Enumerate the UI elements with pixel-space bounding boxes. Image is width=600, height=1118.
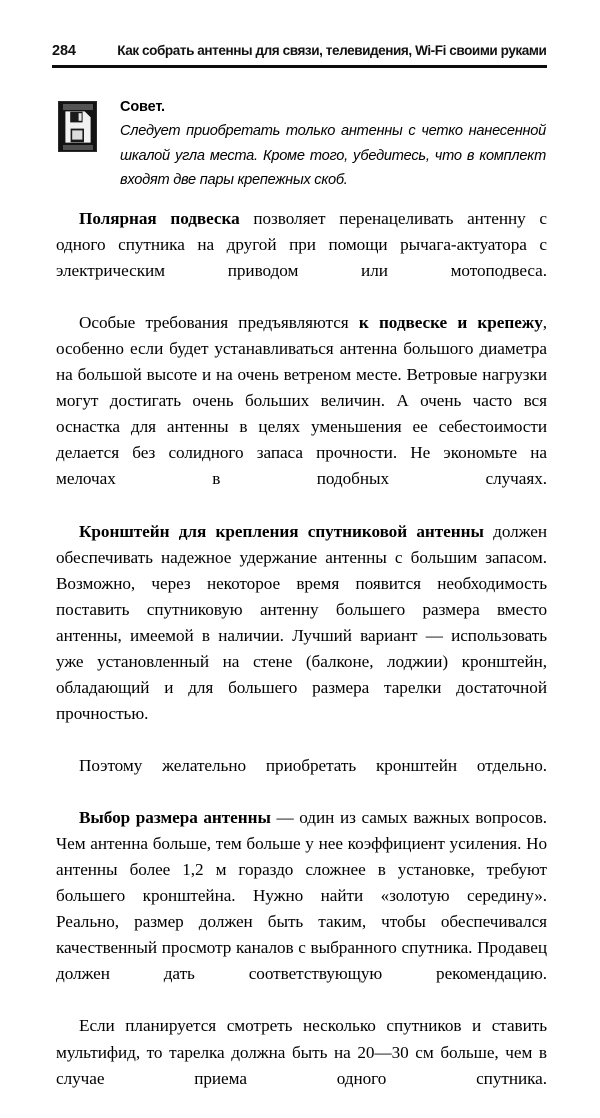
floppy-disk-icon	[58, 101, 97, 152]
tip-title: Совет.	[120, 99, 165, 115]
paragraph-text-pre: Особые требования предъявляются	[79, 313, 359, 333]
paragraph-mount-requirements	[56, 310, 547, 518]
header-divider	[52, 65, 547, 68]
body-text-column	[56, 206, 547, 1118]
running-title: Как собрать антенны для связи, телевидения, Wi-Fi своими руками	[116, 43, 546, 59]
page-header	[52, 42, 546, 66]
tip-body	[120, 98, 546, 193]
paragraph-lead-in: Выбор размера антенны	[79, 808, 271, 828]
paragraph-text: , особенно если будет устанавливаться антенна большого диаметра на большой высоте и на очень ветреном месте. Ветровые нагрузки могут достигать очень больших величин. А очень часто вся оснастка для антенны в целях уменьшения ее себестоимости делается без солидного запаса прочности. Не экономьте на мелочах в подобных случаях.	[56, 313, 547, 489]
paragraph-text: Если планируется смотреть несколько спутников и ставить мультифид, то тарелка должна быть на 20—30 см больше, чем в случае приема одного спутника.	[56, 1016, 547, 1088]
paragraph-bracket	[56, 519, 547, 753]
tip-text: Следует приобретать только антенны с четко нанесенной шкалой угла места. Кроме того, убедитесь, что в комплект входят две пары крепежных скоб.	[120, 123, 546, 189]
icon-bottom-band	[63, 145, 93, 150]
floppy-disk-glyph	[65, 111, 91, 143]
paragraph-lead-in: к подвеске и крепежу	[358, 313, 543, 333]
paragraph-lead-in: Полярная подвеска	[79, 209, 240, 228]
paragraph-multifeed	[56, 1013, 547, 1117]
paragraph-text: должен обеспечивать надежное удержание антенны с большим запасом. Возможно, через некоторое время появится необходимость поставить спутниковую антенну большего размера вместо антенны, имеемой в наличии. Лучший вариант — использовать уже установленный на стене (балконе, лоджии) кронштейн, обладающий и для большего размера тарелки достаточной прочностью.	[56, 521, 547, 723]
paragraph-antenna-size	[56, 805, 547, 1013]
paragraph-polar-mount	[56, 206, 547, 310]
tip-callout	[56, 98, 546, 193]
page-number: 284	[52, 43, 76, 59]
paragraph-text: — один из самых важных вопросов. Чем антенна больше, тем больше у нее коэффициент усиления. Но антенны более 1,2 м гораздо сложнее в установке, требуют большего кронштейна. Нужно найти «золотую середину». Реально, размер должен быть таким, чтобы обеспечивался качественный просмотр каналов с выбранного спутника. Продавец должен дать соответствующую рекомендацию.	[56, 808, 548, 984]
icon-top-band	[63, 104, 93, 110]
paragraph-lead-in: Кронштейн для крепления спутниковой антенны	[79, 521, 484, 541]
paragraph-text: позволяет перенацеливать антенну с одного спутника на другой при помощи рычага-актуатора с электрическим приводом или мотоподвеса.	[56, 209, 548, 281]
paragraph-buy-separately	[56, 753, 547, 805]
paragraph-text: Поэтому желательно приобретать кронштейн отдельно.	[79, 755, 547, 775]
